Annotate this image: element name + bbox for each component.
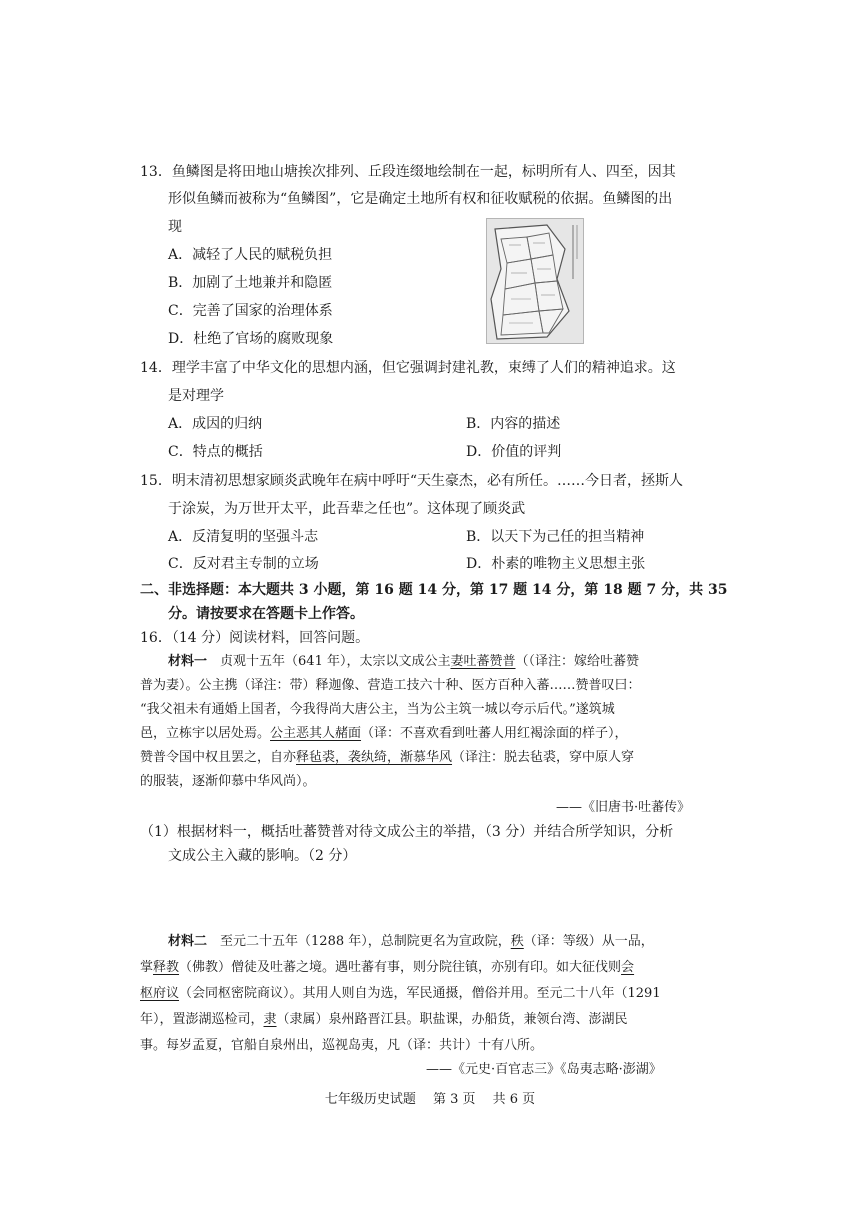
material1-line3: “我父祖未有通婚上国者，今我得尚大唐公主，当为公主筑一城以夸示后代。”遂筑城 (140, 702, 615, 717)
material1-gloss: （（译注：嫁给吐蕃赞 (515, 654, 640, 669)
material1-underlined-term: 释毡裘，袭纨绮，渐慕华风 (296, 750, 453, 765)
q13-option-a: A．减轻了人民的赋税负担 (168, 247, 333, 263)
q13-stem-line2: 形似鱼鳞而被称为“鱼鳞图”，它是确定土地所有权和征收赋税的依据。鱼鳞图的出 (168, 191, 673, 207)
material2-gloss: （译：等级）从一品， (523, 934, 654, 949)
q16-header: 16．（14 分）阅读材料，回答问题。 (140, 630, 370, 646)
material2-line3 (140, 984, 661, 1004)
page-footer: 七年级历史试题 第 3 页 共 6 页 (324, 1092, 536, 1107)
material2-gloss: （佛教）僧徒及吐蕃之境。遇吐蕃有事，则分院往镇，亦别有印。如大征伐则 (179, 960, 622, 975)
q14-stem-line1: 14．理学丰富了中华文化的思想内涵，但它强调封建礼教，束缚了人们的精神追求。这 (140, 360, 676, 376)
q15-stem-line1: 15．明末清初思想家顾炎武晚年在病中呼吁“天生豪杰，必有所任。……今日者，拯斯人 (140, 473, 683, 489)
material2-underlined-term: 秩 (510, 934, 524, 949)
fish-scale-map-image (486, 218, 584, 344)
material2-line1 (168, 932, 654, 952)
q15-option-b: B．以天下为己任的担当精神 (466, 529, 645, 545)
material2-line2 (140, 958, 634, 978)
q13-option-d: D．杜绝了官场的腐败现象 (168, 331, 334, 347)
material2-text: 掌 (140, 960, 154, 975)
q14-option-d: D．价值的评判 (466, 444, 562, 460)
q15-option-d: D．朴素的唯物主义思想主张 (466, 556, 646, 572)
material2-text: 至元二十五年（1288 年），总制院更名为宣政院， (220, 934, 511, 949)
q14-option-a: A．成因的归纳 (168, 416, 263, 432)
q13-stem-line1: 13．鱼鳞图是将田地山塘挨次排列、丘段连缀地绘制在一起，标明所有人、四至，因其 (140, 164, 676, 180)
q13-option-c: C．完善了国家的治理体系 (168, 303, 333, 319)
material1-line6: 的服装，逐渐仰慕中华风尚）。 (140, 774, 316, 789)
material1-line2: 普为妻）。公主携（译注：带）释迦像、营造工技六十种、医方百种入蕃……赞普叹曰： (140, 678, 641, 693)
q15-stem-line2: 于涂炭，为万世开太平，此吾辈之任也”。这体现了顾炎武 (168, 501, 526, 517)
q13-option-b: B．加剧了土地兼并和隐匿 (168, 275, 333, 291)
material1-gloss: （译：不喜欢看到吐蕃人用红褐涂面的样子）， (361, 726, 628, 741)
section2-heading-line2: 分。请按要求在答题卡上作答。 (168, 606, 364, 622)
material1-underlined-term: 妻吐蕃赞普 (450, 654, 516, 669)
section2-heading-line1: 二、非选择题：本大题共 3 小题，第 16 题 14 分，第 17 题 14 分，第 18 题 7 分，共 35 (140, 582, 728, 598)
material2-text: 年），置澎湖巡检司， (140, 1012, 264, 1027)
material2-line5: 事。每岁孟夏，官船自泉州出，巡视岛夷，凡（译：共计）十有八所。 (140, 1038, 544, 1053)
q14-option-c: C．特点的概括 (168, 444, 263, 460)
material2-underlined-term: 会 (621, 960, 635, 975)
material1-label: 材料一 (168, 654, 208, 669)
material2-gloss: （隶属）泉州路晋江县。职盐课，办船货，兼领台湾、澎湖民 (276, 1012, 628, 1027)
material2-underlined-term: 隶 (263, 1012, 277, 1027)
q16-subquestion1-line2: 文成公主入藏的影响。（2 分） (168, 848, 357, 864)
material1-text: 赞普令国中权且罢之，自亦 (140, 750, 297, 765)
material2-line4 (140, 1010, 628, 1030)
material1-line4 (140, 724, 628, 744)
material2-source: ——《元史·百官志三》《岛夷志略·澎湖》 (426, 1062, 662, 1077)
q14-option-b: B．内容的描述 (466, 416, 561, 432)
material2-underlined-term: 释教 (153, 960, 180, 975)
material2-label: 材料二 (168, 934, 208, 949)
q15-option-a: A．反清复明的坚强斗志 (168, 529, 319, 545)
material1-line1 (168, 652, 639, 672)
q14-stem-line2: 是对理学 (168, 388, 224, 404)
material1-line5 (140, 748, 634, 768)
material1-underlined-term: 公主恶其人赭面 (270, 726, 362, 741)
q16-subquestion1-line1: （1）根据材料一，概括吐蕃赞普对待文成公主的举措，（3 分）并结合所学知识，分析 (140, 824, 674, 840)
material1-text: 贞观十五年（641 年），太宗以文成公主 (220, 654, 451, 669)
material1-text: 邑，立栋宇以居处焉。 (140, 726, 271, 741)
q13-stem-line3: 现 (168, 219, 182, 235)
material1-source: ——《旧唐书·吐蕃传》 (556, 800, 691, 815)
material2-underlined-term: 枢府议 (140, 986, 180, 1001)
material1-gloss: （译注：脱去毡裘，穿中原人穿 (452, 750, 635, 765)
material2-gloss: （会同枢密院商议）。其用人则自为选，军民通摄，僧俗并用。至元二十八年（1291 (179, 986, 661, 1001)
q15-option-c: C．反对君主专制的立场 (168, 556, 319, 572)
fish-scale-map-drawing (487, 219, 583, 343)
